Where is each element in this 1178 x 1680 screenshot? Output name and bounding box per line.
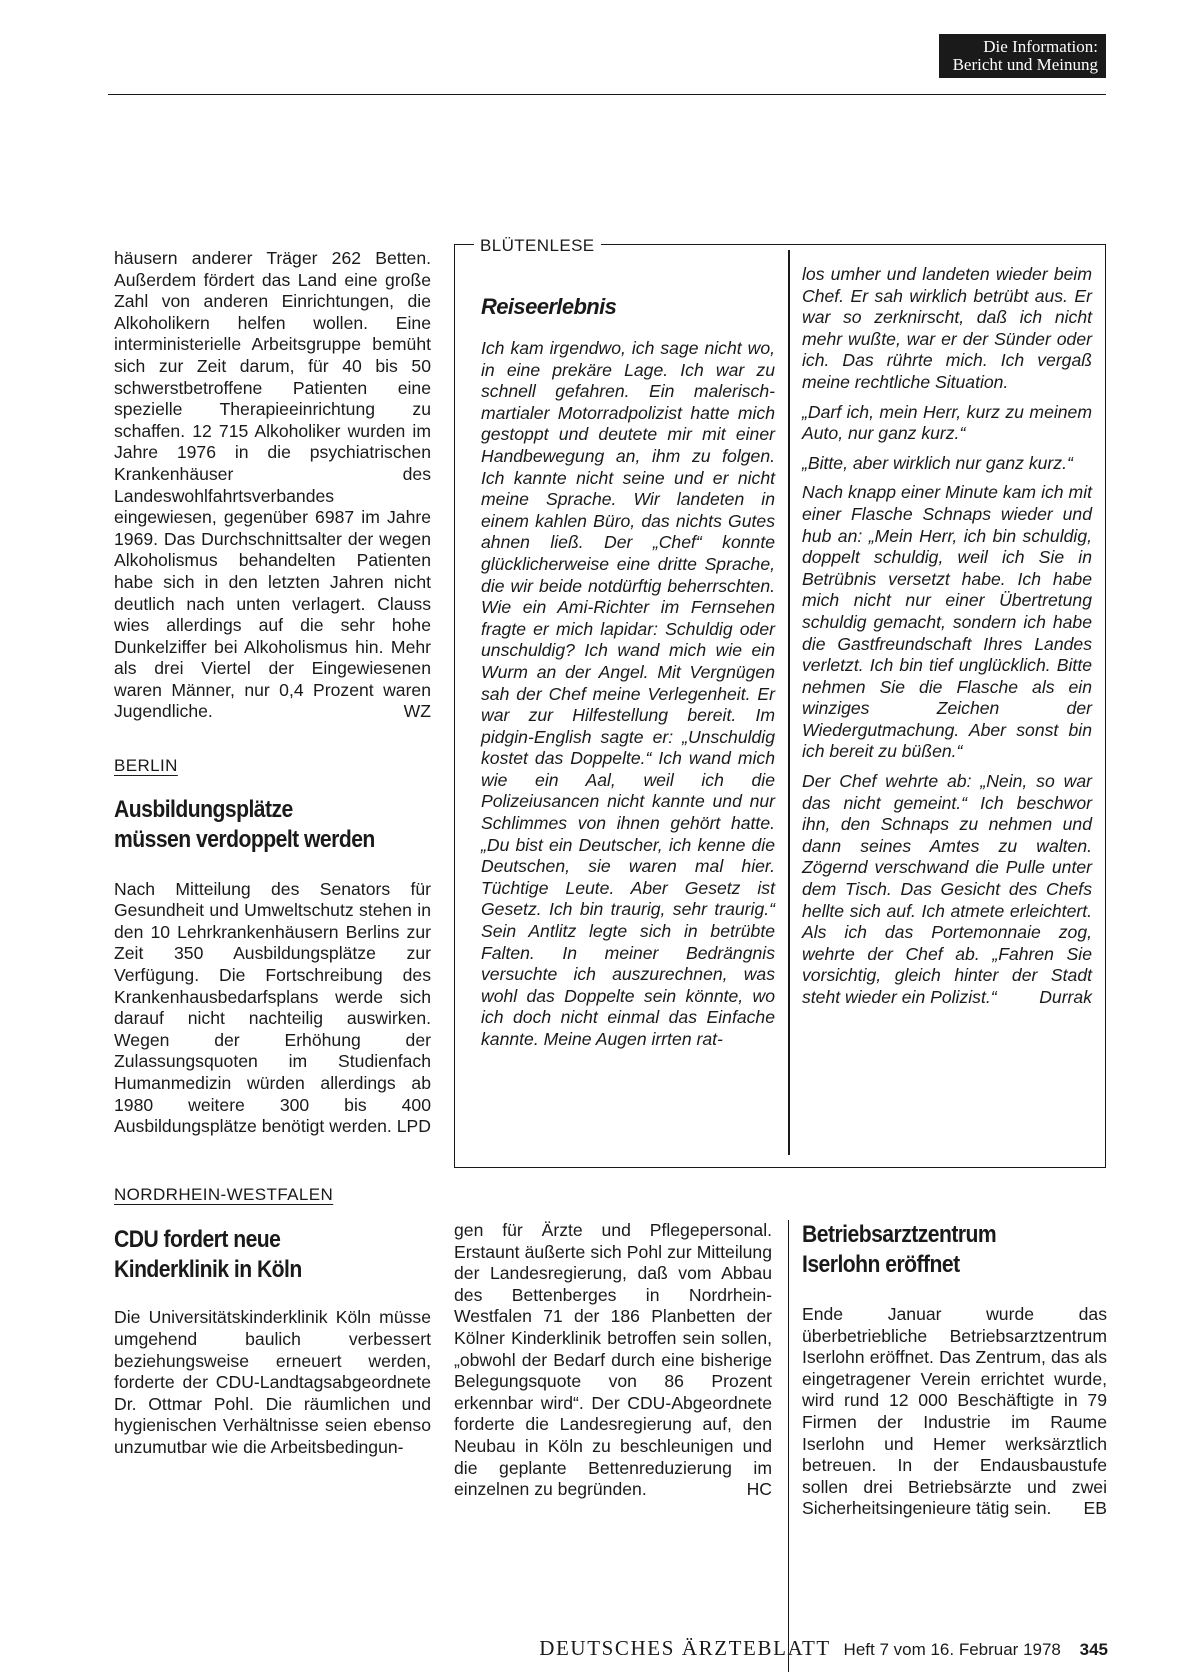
section-tag [939, 34, 1106, 78]
alcohol-article-continuation: häusern anderer Träger 262 Betten. Außerdem fördert das Land eine große Zahl von anderen Einrichtungen, die Alkoholikern helfen wollen. Eine interministerielle Arbeitsgruppe bemüht sich zur Zeit darum, für 40 bis 50 schwerstbetroffene Patienten eine spezielle Therapieeinrichtung zu schaffen. 12 715 Alkoholiker wurden im Jahre 1976 in die psychiatrischen Krankenhäuser des Landeswohlfahrtsverbandes eingewiesen, gegenüber 6987 im Jahre 1969. Das Durchschnittsalter der wegen Alkoholismus behandelten Patienten habe sich in den letzten Jahren nicht deutlich nach unten verlagert. Clauss wies allerdings auf die sehr hohe Dunkelziffer bei Alkoholismus hin. Mehr als drei Viertel der Eingewiesenen waren Männer, nur 0,4 Prozent waren Jugendliche. [114, 248, 431, 722]
footer-issue: Heft 7 vom 16. Februar 1978 [843, 1640, 1061, 1659]
bluetenlese-text-b5: Der Chef wehrte ab: „Nein, so war das nicht gemeint.“ Ich beschwor ihn, den Schnaps zu nehmen und dann seines Amtes zu walten. Zögernd verschwand die Pulle unter dem Tisch. Das Gesicht des Chefs hellte sich auf. Ich atmete erleichtert. Als ich das Portemonnaie zog, wehrte der Chef ab. „Fahren Sie vorsichtig, gleich hinter der Stadt steht wieder ein Polizist.“ [802, 771, 1092, 1007]
footer-brand: DEUTSCHES ÄRZTEBLATT [539, 1636, 831, 1660]
bluetenlese-text-b2: „Darf ich, mein Herr, kurz zu meinem Auto, nur ganz kurz.“ [802, 401, 1092, 444]
author-sign-hc: HC [746, 1479, 772, 1500]
box-column-divider [788, 250, 790, 1155]
headline-iserlohn-line1: Betriebsarztzentrum [802, 1221, 997, 1248]
iserlohn-article-body: Ende Januar wurde das überbetriebliche Betriebsarztzentrum Iserlohn eröffnet. Das Zentrum, das als eingetragener Verein errichtet wurde, wird rund 12 000 Beschäftigte in 79 Firmen der Industrie im Raume Iserlohn und Hemer werksärztlich betreuen. In der Endausbaustufe sollen drei Betriebsärzte und zwei Sicherheitsingenieure tätig sein. [802, 1304, 1107, 1519]
headline-nrw-line2: Kinderklinik in Köln [114, 1256, 302, 1284]
column-divider [788, 1220, 789, 1672]
kicker-nrw: NORDRHEIN-WESTFALEN [114, 1184, 334, 1204]
headline-berlin-line2: müssen verdoppelt werden [114, 825, 375, 853]
headline-iserlohn [802, 1220, 1107, 1282]
column-left [114, 248, 431, 1459]
bluetenlese-text-b4: Nach knapp einer Minute kam ich mit einer Flasche Schnaps wieder und hub an: „Mein Herr, ich bin schuldig, doppelt schuldig, weil ich Sie in Betrübnis versetzt habe. Ich habe mich nicht nur einer Übertretung schuldig gemacht, sondern ich habe die Gastfreundschaft Ihres Landes verletzt. Ich bin tief unglücklich. Bitte nehmen Sie die Flasche als ein winziges Zeichen der Wiedergutmachung. Aber sonst bin ich bereit zu büßen.“ [802, 482, 1092, 762]
headline-nrw [114, 1225, 431, 1287]
headline-berlin-line1: Ausbildungsplätze [114, 795, 293, 823]
kicker-berlin: BERLIN [114, 756, 178, 776]
page-footer [539, 1636, 1108, 1661]
box-column-a [481, 292, 775, 1051]
headline-nrw-line1: CDU fordert neue [114, 1226, 281, 1254]
column-middle-bottom [454, 1220, 772, 1501]
nrw-article-continuation: gen für Ärzte und Pflegepersonal. Erstaunt äußerte sich Pohl zur Mitteilung der Landesregierung, daß vom Abbau des Bettenberges in Nordrhein-Westfalen 71 der 186 Planbetten der Kölner Kinderklinik betroffen sein sollen, „obwohl der Bedarf durch eine bisherige Belegungsquote von 86 Prozent erkennbar wird“. Der CDU-Abgeordnete forderte die Landesregierung auf, den Neubau in Köln zu beschleunigen und die geplante Bettenreduzierung im einzelnen zu begründen. [454, 1220, 772, 1500]
page-number: 345 [1079, 1640, 1108, 1659]
column-right-bottom [802, 1220, 1107, 1520]
author-sign-eb: EB [1083, 1498, 1107, 1519]
berlin-article-body: Nach Mitteilung des Senators für Gesundheit und Umweltschutz stehen in den 10 Lehrkrankenhäusern Berlins zur Zeit 350 Ausbildungsplätze zur Verfügung. Die Fortschreibung des Krankenhausbedarfsplans werde sich darauf nicht nachteilig auswirken. Wegen der Erhöhung der Zulassungsquoten im Studienfach Humanmedizin würden allerdings ab 1980 weitere 300 bis 400 Ausbildungsplätze benötigt werden. [114, 878, 431, 1137]
header-rule [108, 94, 1106, 95]
section-tag-line2: Bericht und Meinung [952, 55, 1098, 74]
bluetenlese-text-a: Ich kam irgendwo, ich sage nicht wo, in eine prekäre Lage. Ich war zu schnell gefahren. Ein malerisch-martialer Motorradpolizist hatte mich gestoppt und deutete mir mit einer Handbewegung an, ihm zu folgen. Ich kannte nicht seine und er nicht meine Sprache. Wir landeten in einem kahlen Büro, das nichts Gutes ahnen ließ. Der „Chef“ konnte glücklicherweise eine dritte Sprache, die wir beide notdürftig beherrschten. Wie ein Ami-Richter im Fernsehen fragte er mich lapidar: Schuldig oder unschuldig? Ich wand mich wie ein Wurm an der Angel. Mit Vergnügen sah der Chef meine Verlegenheit. Er war zur Hilfestellung bereit. Im pidgin-English sagte er: „Unschuldig kostet das Doppelte.“ Ich wand mich wie ein Aal, weil ich die Polizeiusancen nicht kannte und nur Schlimmes von ihnen gehört hatte. „Du bist ein Deutscher, ich kenne die Deutschen, sie waren mal hier. Tüchtige Leute. Aber Gesetz ist Gesetz. Ich bin traurig, sehr traurig.“ Sein Antlitz legte sich in betrübte Falten. In meiner Bedrängnis versuchte ich auszurechnen, was wohl das Doppelte sein könnte, wo ich doch nicht einmal das Einfache kannte. Meine Augen irrten rat- [481, 338, 775, 1049]
headline-berlin [114, 795, 431, 857]
author-sign-wz: WZ [403, 701, 431, 722]
bluetenlese-title: Reiseerlebnis [481, 294, 617, 319]
author-sign-durrak: Durrak [1039, 987, 1092, 1007]
bluetenlese-text-b3: „Bitte, aber wirklich nur ganz kurz.“ [802, 452, 1073, 473]
nrw-article-body: Die Universitätskinderklinik Köln müsse umgehend baulich verbessert beziehungsweise erneuert werden, forderte der CDU-Landtagsabgeordnete Dr. Ottmar Pohl. Die räumlichen und hygienischen Verhältnisse seien ebenso unzumutbar wie die Arbeitsbedingun- [114, 1307, 431, 1457]
section-tag-line1: Die Information: [983, 37, 1098, 56]
bluetenlese-text-b1: los umher und landeten wieder beim Chef. Er sah wirklich betrübt aus. Er war so zerknirscht, daß ich nicht mehr wußte, war er der Sünder oder ich. Das rührte mich. Ich vergaß meine rechtliche Situation. [802, 264, 1092, 392]
bluetenlese-label: BLÜTENLESE [474, 236, 601, 256]
headline-iserlohn-line2: Iserlohn eröffnet [802, 1251, 960, 1278]
author-sign-lpd: LPD [396, 1116, 431, 1137]
box-column-b [802, 264, 1092, 1009]
